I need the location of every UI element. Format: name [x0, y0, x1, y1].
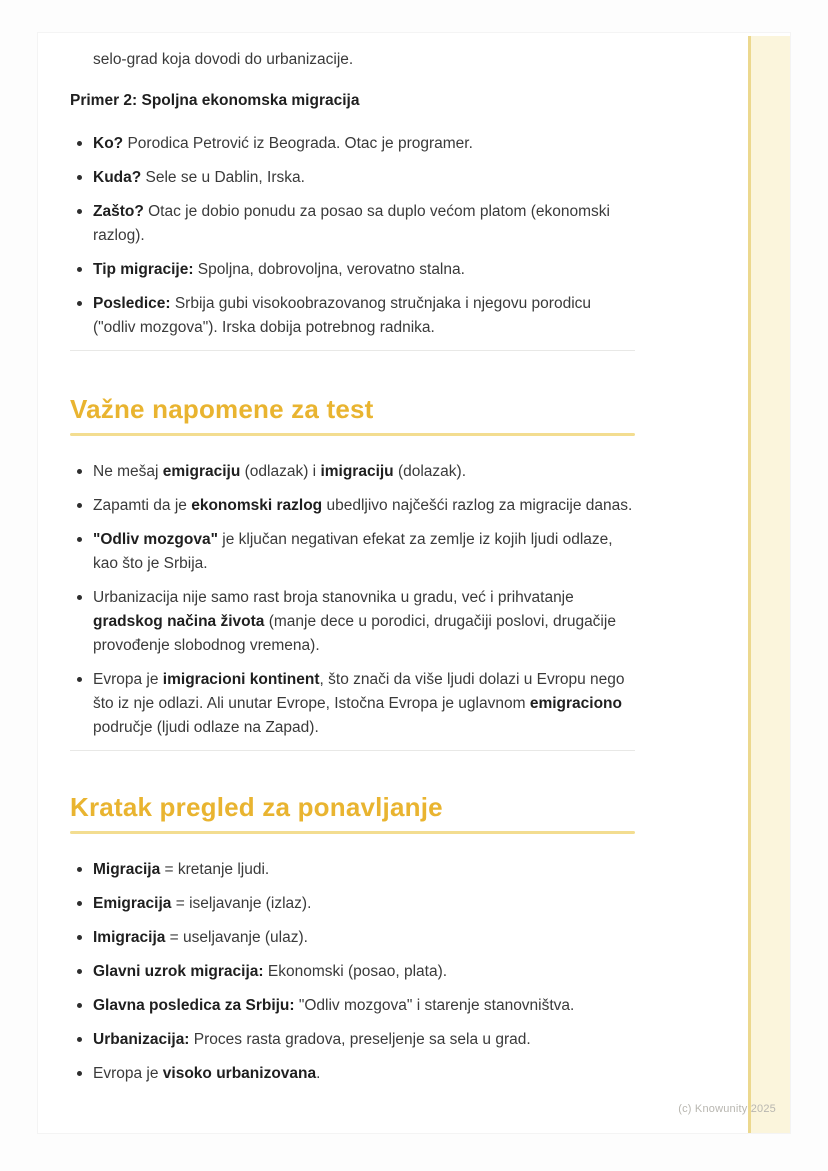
text-segment: Evropa je — [93, 671, 163, 688]
page-edge-highlight — [748, 36, 790, 1133]
text-segment: (manje dece u porodici, drugačiji poslovi, drugačije provođenje slobodnog vremena). — [93, 613, 616, 654]
list-item — [70, 994, 635, 1018]
bold-text-segment: "Odliv mozgova" — [93, 531, 218, 548]
heading-underline — [70, 433, 635, 436]
list-item — [70, 494, 635, 518]
bold-text-segment: Zašto? — [93, 203, 144, 220]
bold-text-segment: Imigracija — [93, 929, 166, 946]
list-item — [70, 200, 635, 248]
list-item — [70, 166, 635, 190]
bold-text-segment: emigraciono — [529, 695, 622, 712]
bold-text-segment: visoko urbanizovana — [162, 1065, 317, 1082]
list-item — [70, 960, 635, 984]
bold-text-segment: Tip migracije: — [93, 261, 194, 278]
section-list-kratak-pregled — [70, 858, 635, 1086]
list-item — [70, 1028, 635, 1052]
bold-text-segment: imigracioni kontinent — [162, 671, 320, 688]
page-content — [38, 33, 635, 1086]
text-segment: Zapamti da je — [93, 497, 192, 514]
text-segment: , što znači da više ljudi dolazi u Evropu nego što iz nje odlazi. Ali unutar Evrope, Istočna Evropa je uglavnom — [93, 671, 625, 712]
text-segment: Proces rasta gradova, preseljenje sa sela u grad. — [189, 1031, 531, 1048]
list-item — [70, 258, 635, 282]
section-title-vazne-napomene: Važne napomene za test — [70, 394, 374, 424]
bold-text-segment: Emigracija — [93, 895, 172, 912]
section-title-kratak-pregled: Kratak pregled za ponavljanje — [70, 792, 443, 822]
text-segment: je ključan negativan efekat za zemlje iz kojih ljudi odlaze, kao što je Srbija. — [93, 531, 613, 572]
bold-text-segment: Kuda? — [93, 169, 142, 186]
text-segment: Ekonomski (posao, plata). — [263, 963, 448, 980]
text-segment: Porodica Petrović iz Beograda. Otac je programer. — [123, 135, 473, 152]
list-item — [70, 528, 635, 576]
text-segment: = iseljavanje (izlaz). — [171, 895, 312, 912]
bold-text-segment: Ko? — [93, 135, 124, 152]
bold-text-segment: imigraciju — [320, 463, 394, 480]
bold-text-segment: ekonomski razlog — [191, 497, 323, 514]
text-segment: Ne mešaj — [93, 463, 163, 480]
copyright-watermark: (c) Knowunity 2025 — [678, 1103, 776, 1115]
list-item — [70, 132, 635, 156]
text-segment: Urbanizacija nije samo rast broja stanovnika u gradu, već i prihvatanje — [93, 589, 574, 606]
list-item — [70, 460, 635, 484]
section-divider — [70, 750, 635, 751]
bold-text-segment: emigraciju — [162, 463, 241, 480]
text-segment: Srbija gubi visokoobrazovanog stručnjaka i njegovu porodicu ("odliv mozgova"). Irska dobija potrebnog radnika. — [93, 295, 592, 336]
text-segment: Sele se u Dablin, Irska. — [141, 169, 305, 186]
list-item — [70, 926, 635, 950]
text-segment: ubedljivo najčešći razlog za migracije danas. — [322, 497, 633, 514]
section-divider — [70, 350, 635, 351]
list-item — [70, 858, 635, 882]
text-segment: Evropa je — [93, 1065, 163, 1082]
text-segment: (odlazak) i — [240, 463, 321, 480]
list-item — [70, 892, 635, 916]
document-page — [38, 33, 790, 1133]
list-item — [70, 668, 635, 740]
bold-text-segment: Posledice: — [93, 295, 171, 312]
text-segment: = useljavanje (ulaz). — [165, 929, 308, 946]
text-segment: područje (ljudi odlaze na Zapad). — [93, 719, 319, 736]
bold-text-segment: Glavni uzrok migracija: — [93, 963, 264, 980]
section-list-vazne-napomene — [70, 460, 635, 740]
heading-underline — [70, 831, 635, 834]
text-segment: (dolazak). — [393, 463, 467, 480]
text-segment: Spoljna, dobrovoljna, verovatno stalna. — [193, 261, 465, 278]
example-heading: Primer 2: Spoljna ekonomska migracija — [70, 92, 360, 109]
bold-text-segment: Urbanizacija: — [93, 1031, 190, 1048]
list-item — [70, 1062, 635, 1086]
bold-text-segment: Migracija — [93, 861, 161, 878]
bold-text-segment: Glavna posledica za Srbiju: — [93, 997, 295, 1014]
bold-text-segment: gradskog načina života — [93, 613, 265, 630]
text-segment: = kretanje ljudi. — [160, 861, 270, 878]
text-segment: . — [316, 1065, 321, 1082]
paragraph-continuation: selo-grad koja dovodi do urbanizacije. — [93, 51, 354, 68]
example-list — [70, 132, 635, 340]
text-segment: "Odliv mozgova" i starenje stanovništva. — [294, 997, 575, 1014]
list-item — [70, 292, 635, 340]
text-segment: Otac je dobio ponudu za posao sa duplo većom platom (ekonomski razlog). — [93, 203, 610, 244]
list-item — [70, 586, 635, 658]
